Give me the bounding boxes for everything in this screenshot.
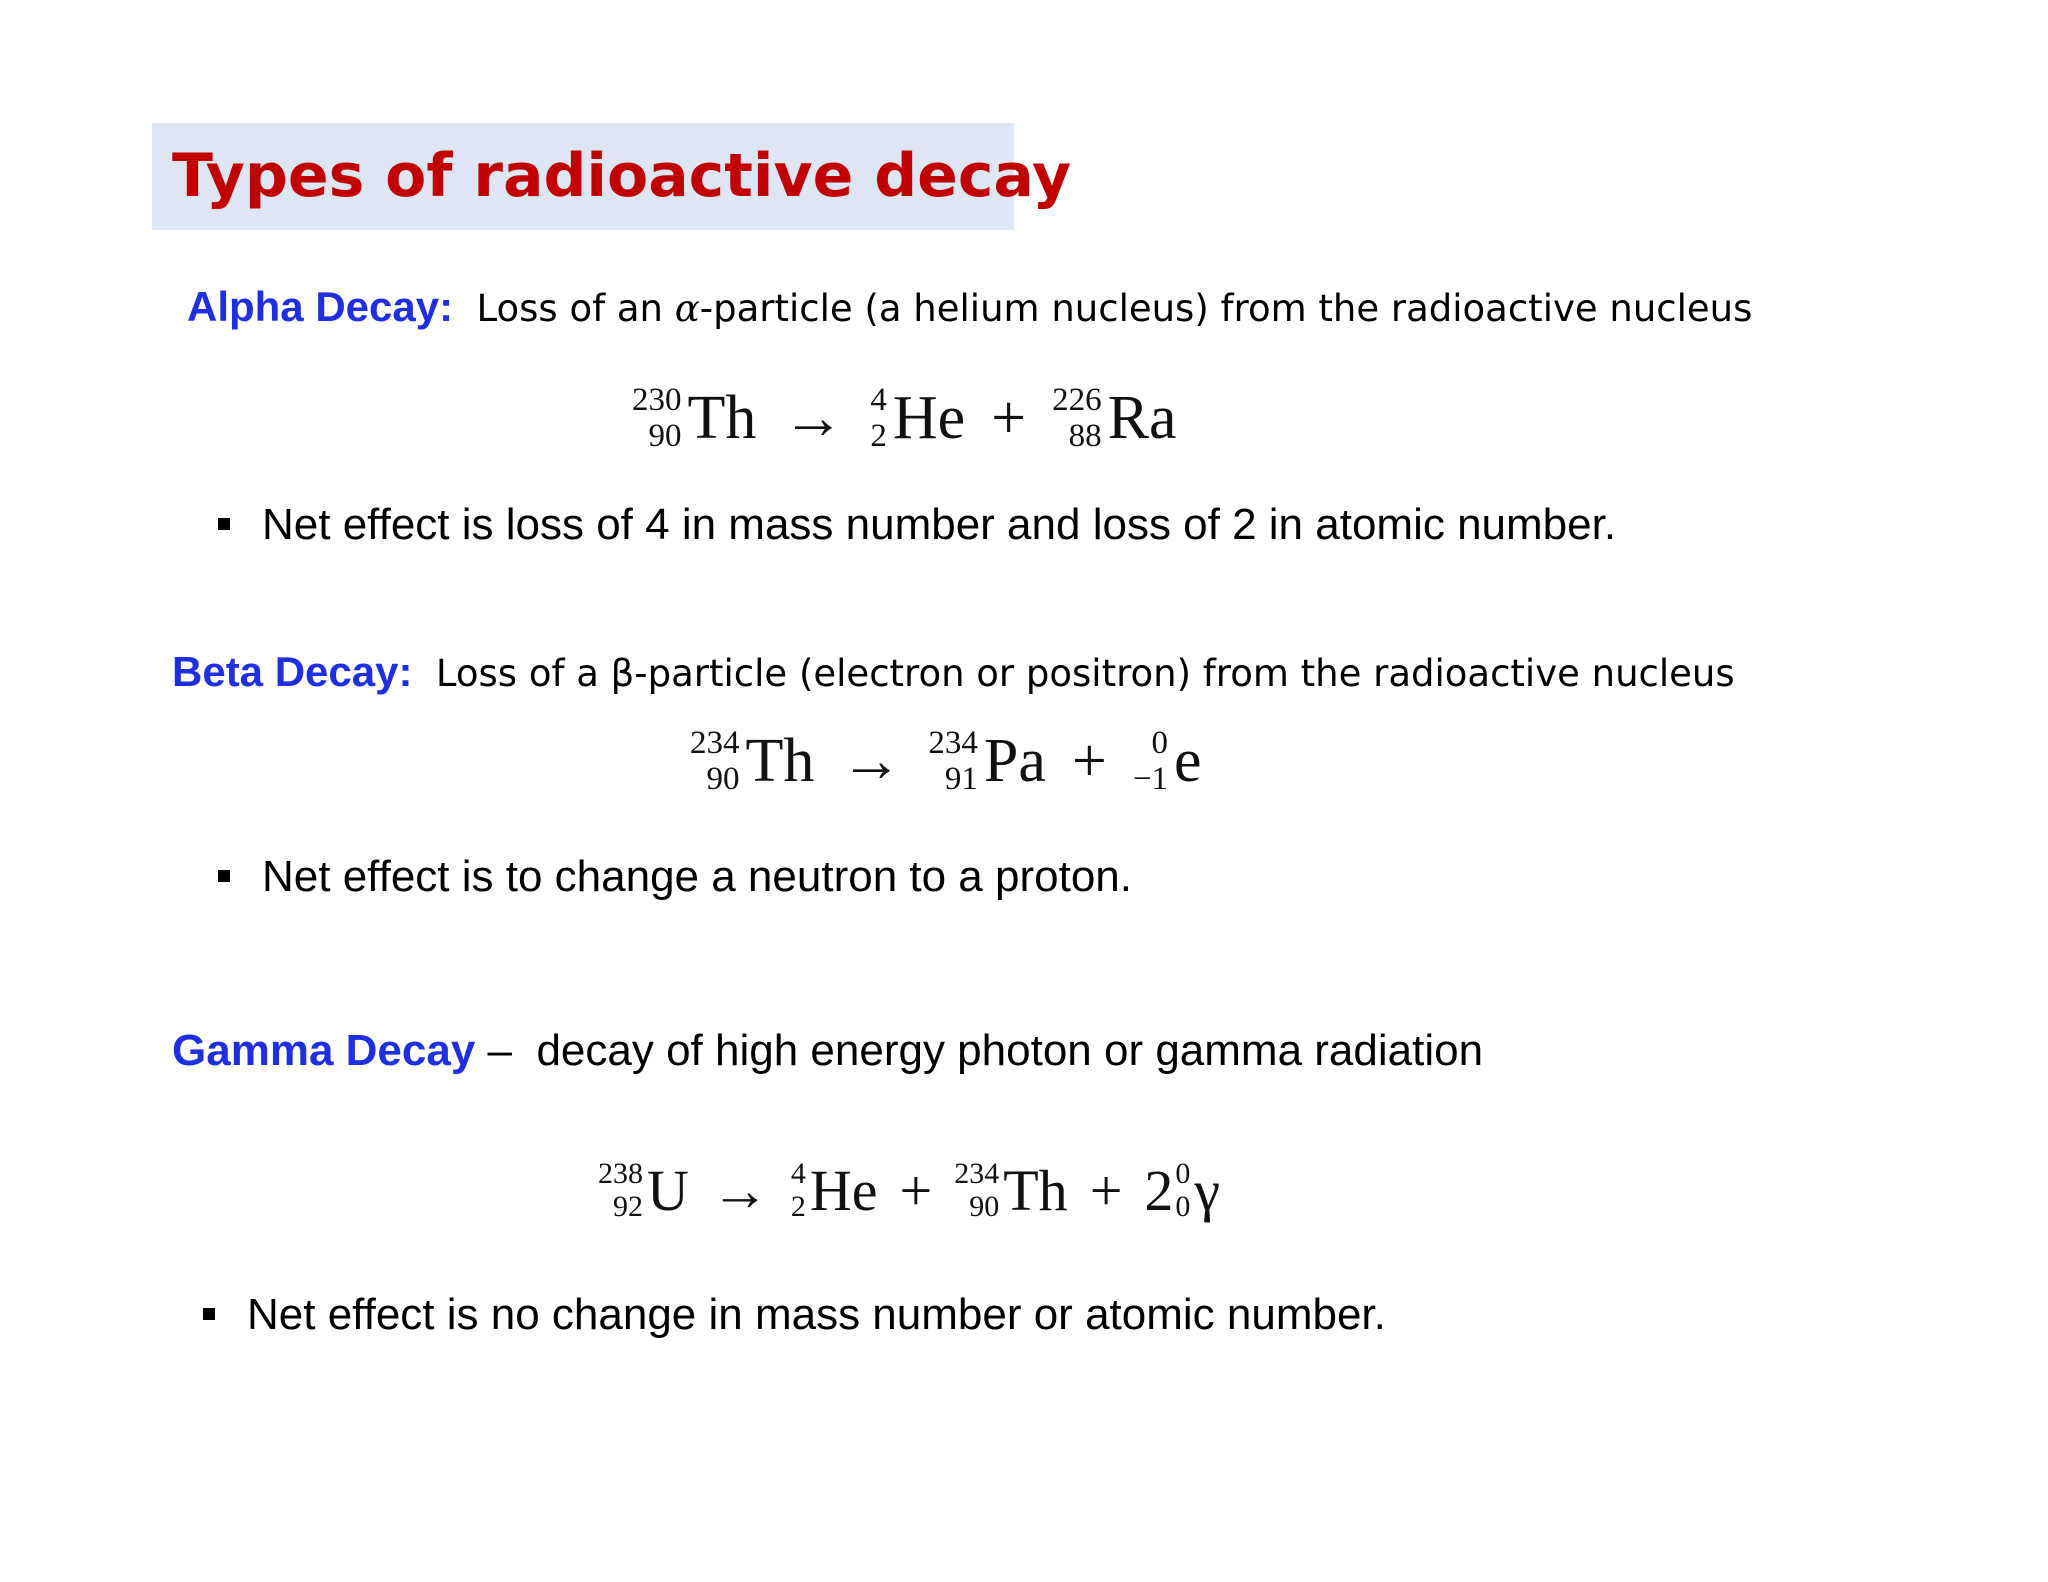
beta-label: Beta Decay: [172, 648, 413, 695]
element-symbol: He [809, 1157, 878, 1223]
mass-number: 234 [954, 1157, 1000, 1190]
plus-sign: + [1071, 726, 1107, 795]
alpha-particle-symbol: α [674, 287, 700, 330]
alpha-equation [632, 373, 1177, 463]
alpha-bullet-text: Net effect is loss of 4 in mass number and loss of 2 in atomic number. [262, 500, 1617, 549]
beta-product-electron [1133, 725, 1202, 797]
arrow-icon: → [840, 726, 903, 795]
arrow-icon: → [782, 383, 845, 452]
gamma-product-helium [791, 1157, 878, 1224]
mass-number: 226 [1052, 382, 1102, 418]
beta-bullet-text: Net effect is to change a neutron to a proton. [262, 852, 1132, 901]
coefficient: 2 [1144, 1157, 1174, 1223]
beta-bullet [218, 852, 1132, 902]
alpha-label: Alpha Decay: [187, 283, 454, 330]
element-symbol: Pa [983, 726, 1046, 795]
gamma-bullet [203, 1290, 1386, 1340]
alpha-description-before: Loss of an [476, 287, 675, 330]
atomic-number: 0 [1175, 1190, 1191, 1223]
mass-number: 0 [1151, 725, 1168, 761]
mass-number: 0 [1175, 1157, 1191, 1190]
atomic-number: −1 [1132, 761, 1168, 797]
atomic-number: 90 [706, 761, 740, 797]
arrow-icon: → [710, 1157, 769, 1223]
beta-product-protactinium [928, 725, 1046, 797]
alpha-product-helium [870, 382, 965, 454]
element-symbol: U [647, 1157, 689, 1223]
gamma-equation [598, 1145, 1220, 1235]
element-symbol: Th [687, 383, 757, 452]
gamma-product-photon [1144, 1157, 1220, 1224]
element-symbol: e [1173, 726, 1202, 795]
element-symbol: Ra [1107, 383, 1177, 452]
plus-sign: + [899, 1157, 933, 1223]
element-symbol: Th [745, 726, 815, 795]
atomic-number: 88 [1068, 418, 1102, 454]
mass-number: 4 [790, 1157, 806, 1190]
gamma-heading [172, 1026, 1483, 1076]
beta-description: Loss of a β-particle (electron or positron) from the radioactive nucleus [435, 652, 1735, 695]
alpha-description-after: -particle (a helium nucleus) from the radioactive nucleus [699, 287, 1753, 330]
gamma-separator: – [475, 1026, 537, 1075]
atomic-number: 90 [969, 1190, 1000, 1223]
mass-number: 234 [928, 725, 978, 761]
gamma-description: decay of high energy photon or gamma radiation [536, 1026, 1484, 1075]
atomic-number: 91 [944, 761, 978, 797]
element-symbol: Th [1003, 1157, 1068, 1223]
alpha-reactant [632, 382, 756, 454]
alpha-heading [187, 283, 1752, 331]
gamma-label: Gamma Decay [172, 1026, 476, 1075]
gamma-bullet-text: Net effect is no change in mass number or atomic number. [247, 1290, 1386, 1339]
atomic-number: 92 [613, 1190, 643, 1223]
mass-number: 234 [690, 725, 740, 761]
mass-number: 238 [598, 1157, 643, 1190]
gamma-reactant [598, 1157, 689, 1224]
atomic-number: 2 [870, 418, 887, 454]
bullet-square-icon [218, 870, 230, 882]
beta-heading [172, 648, 1735, 696]
element-symbol: He [892, 383, 966, 452]
gamma-product-thorium [954, 1157, 1067, 1224]
element-symbol: γ [1194, 1157, 1221, 1223]
bullet-square-icon [218, 518, 230, 530]
atomic-number: 2 [790, 1190, 806, 1223]
mass-number: 230 [632, 382, 682, 418]
plus-sign: + [991, 383, 1027, 452]
plus-sign: + [1089, 1157, 1123, 1223]
atomic-number: 90 [648, 418, 682, 454]
beta-equation [690, 716, 1202, 806]
mass-number: 4 [870, 382, 887, 418]
page-title: Types of radioactive decay [172, 141, 1072, 211]
alpha-product-radium [1052, 382, 1176, 454]
alpha-bullet [218, 500, 1616, 550]
bullet-square-icon [203, 1308, 215, 1320]
beta-reactant [690, 725, 814, 797]
